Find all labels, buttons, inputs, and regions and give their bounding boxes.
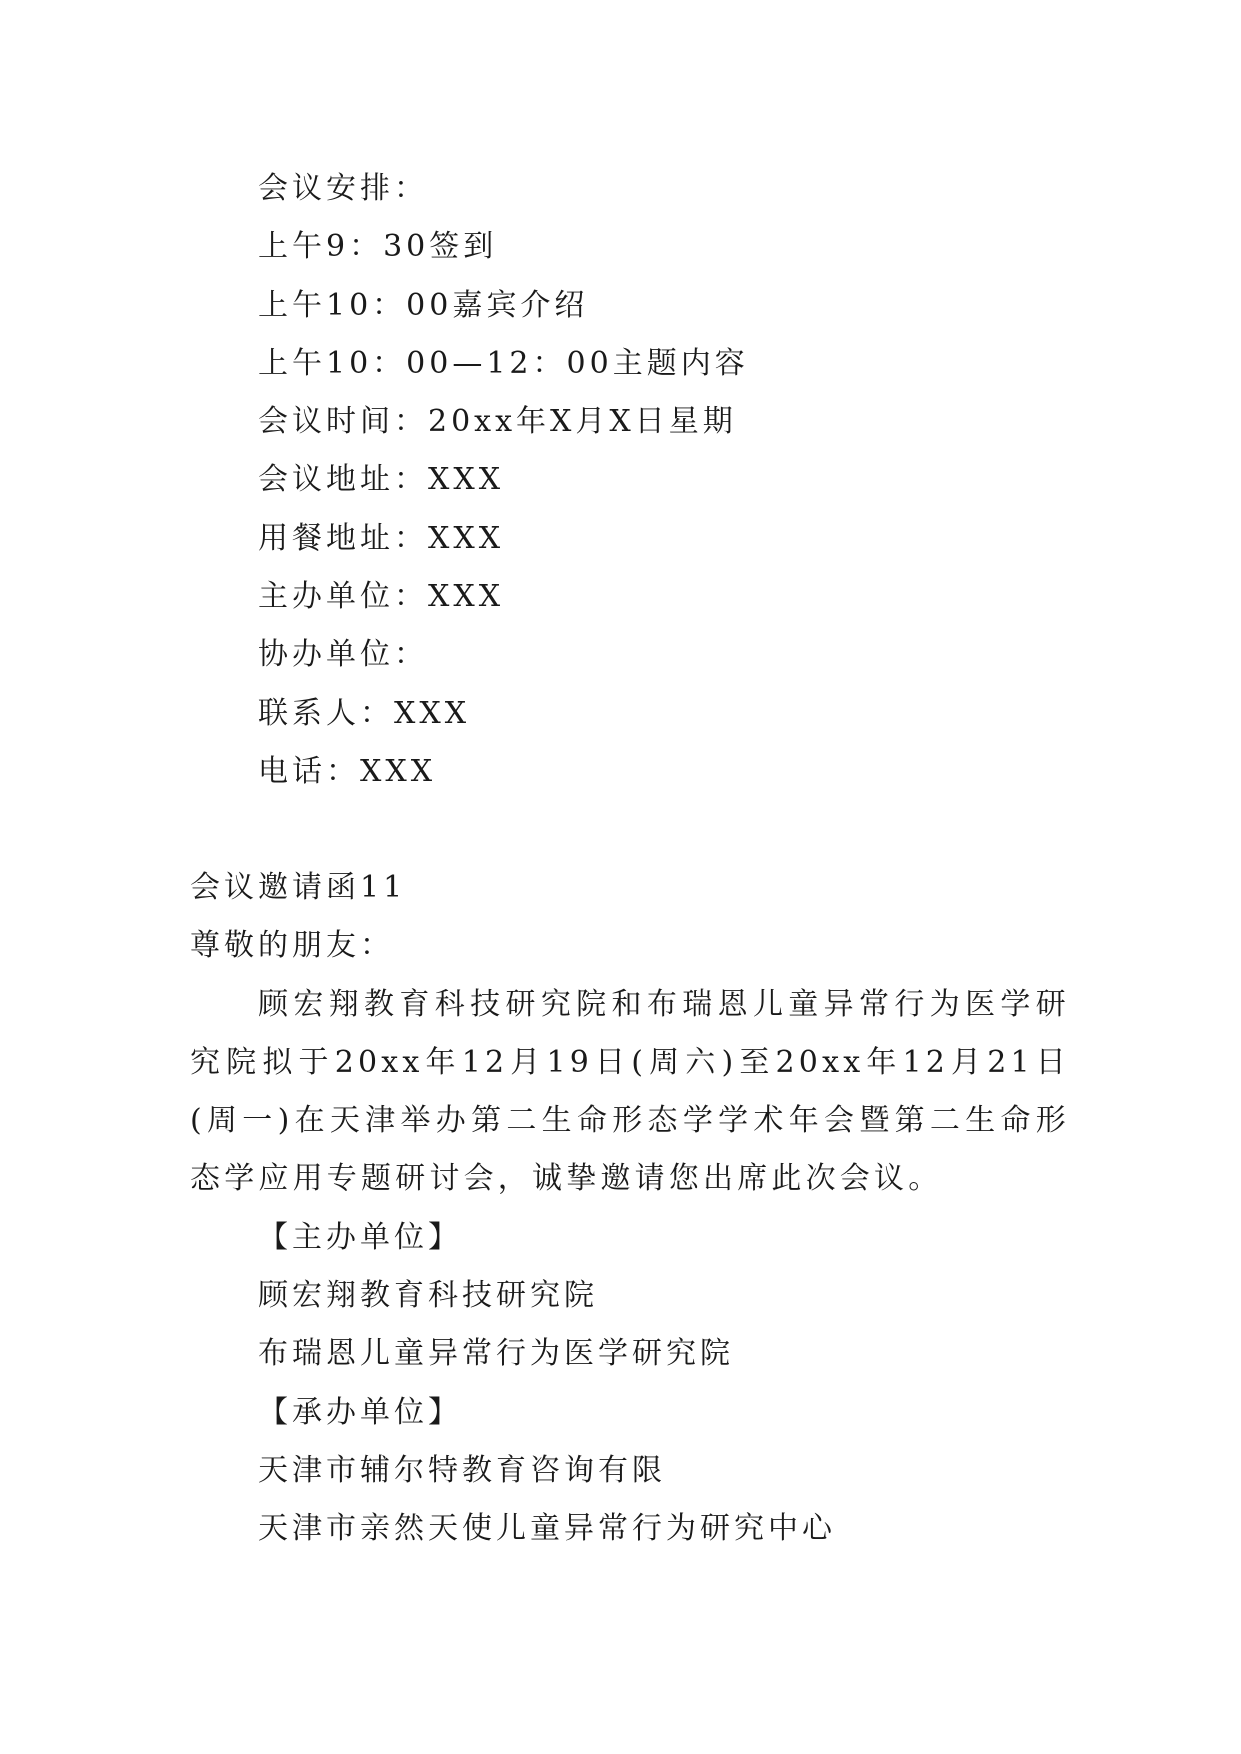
schedule-item-guest-intro: 上午10：00嘉宾介绍 (258, 287, 589, 323)
organizer-heading: 【主办单位】 (258, 1219, 462, 1255)
host-item: 天津市辅尔特教育咨询有限 (258, 1452, 666, 1488)
dining-address: 用餐地址：XXX (258, 520, 505, 556)
host-heading: 【承办单位】 (258, 1394, 462, 1430)
organizer: 主办单位：XXX (258, 579, 505, 615)
meeting-address: 会议地址：XXX (258, 462, 505, 498)
invitation-section (190, 859, 1070, 1559)
meeting-schedule-section (258, 160, 749, 801)
invitation-body: 顾宏翔教育科技研究院和布瑞恩儿童异常行为医学研究院拟于20xx年12月19日(周六)至20xx年12月21日(周一)在天津举办第二生命形态学学术年会暨第二生命形态学应用专题研讨会，诚挚邀请您出席此次会议。 (190, 986, 1070, 1197)
meeting-time: 会议时间：20xx年X月X日星期 (258, 404, 737, 440)
co-organizer: 协办单位： (258, 637, 428, 673)
schedule-heading: 会议安排： (258, 171, 428, 206)
host-item: 天津市亲然天使儿童异常行为研究中心 (258, 1511, 836, 1547)
contact-person: 联系人：XXX (258, 695, 471, 731)
organizer-item: 布瑞恩儿童异常行为医学研究院 (258, 1336, 734, 1372)
schedule-item-checkin: 上午9：30签到 (258, 229, 498, 265)
invitation-title: 会议邀请函11 (190, 870, 407, 905)
phone: 电话：XXX (258, 753, 437, 789)
schedule-item-main-topic: 上午10：00—12：00主题内容 (258, 345, 749, 381)
organizer-item: 顾宏翔教育科技研究院 (258, 1278, 598, 1314)
salutation: 尊敬的朋友： (190, 928, 394, 964)
